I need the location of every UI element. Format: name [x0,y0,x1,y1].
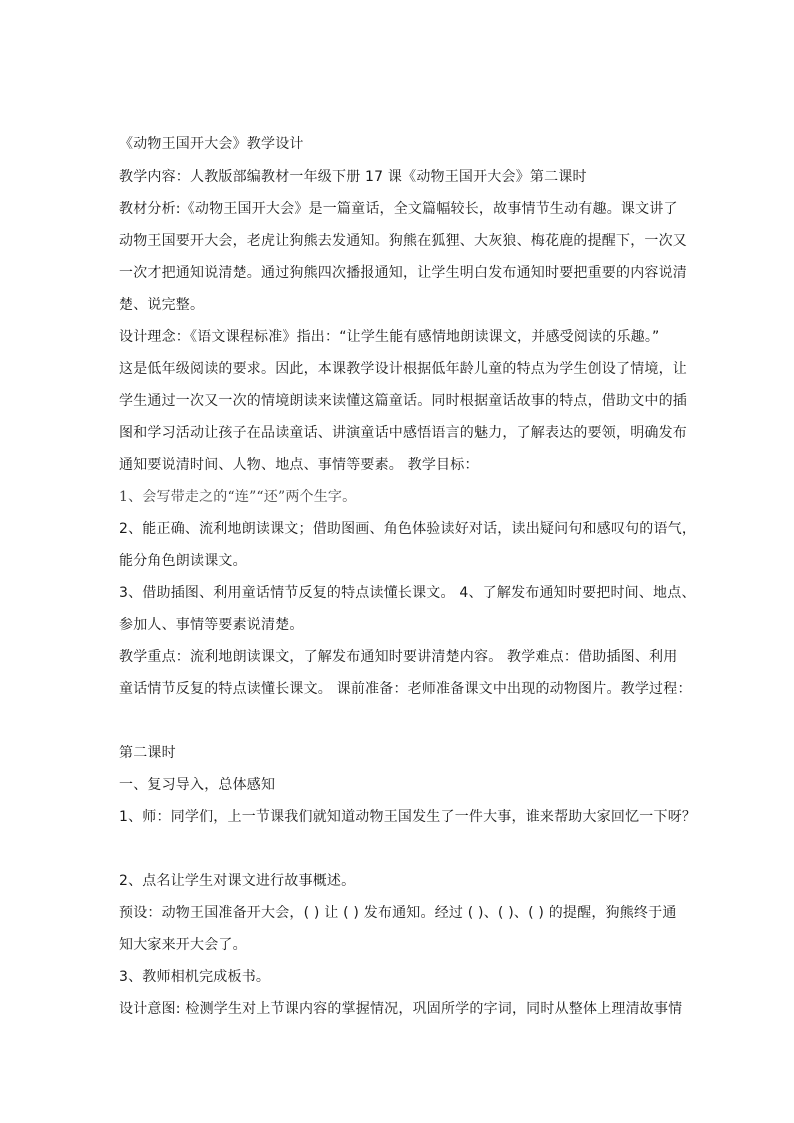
text-line: 通知要说清时间、人物、地点、事情等要素。 教学目标： [119,457,479,473]
list-item: 3、教师相机完成板书。 [119,969,271,985]
list-item: 1、师：同学们，上一节课我们就知道动物王国发生了一件大事，谁来帮助大家回忆一下呀？ [119,809,697,825]
text-line: 教学内容：人教版部编教材一年级下册 17 课《动物王国开大会》第二课时 [119,169,587,185]
section-heading: 一、复习导入，总体感知 [119,777,276,793]
text-line: 能分角色朗读课文。 [119,553,247,569]
text-line: 设计理念：《语文课程标准》指出：“让学生能有感情地朗读课文，并感受阅读的乐趣。” [119,329,660,345]
text-line: 教学重点：流利地朗读课文，了解发布通知时要讲清楚内容。 教学难点：借助插图、利用 [119,649,678,665]
text-line: 童话情节反复的特点读懂长课文。 课前准备：老师准备课文中出现的动物图片。教学过程： [119,681,692,697]
text-line: 预设：动物王国准备开大会，( ) 让 ( ) 发布通知。经过 ( )、( )、( ) 的提醒，狗熊终于通 [119,905,677,921]
text-line: 学生通过一次又一次的情境朗读来读懂这篇童话。同时根据童话故事的特点，借助文中的插 [119,393,687,409]
text-line: 教材分析:《动物王国开大会》是一篇童话，全文篇幅较长，故事情节生动有趣。课文讲了 [119,201,678,217]
list-item: 2、点名让学生对课文进行故事概述。 [119,873,356,889]
objective-item: 1、会写带走之的“连”“还”两个生字。 [119,489,357,505]
objective-item: 3、借助插图、利用童话情节反复的特点读懂长课文。 4、了解发布通知时要把时间、地点、 [119,585,696,601]
text-line: 这是低年级阅读的要求。因此，本课教学设计根据低年龄儿童的特点为学生创设了情境，让 [119,361,687,377]
objective-item: 2、能正确、流利地朗读课文；借助图画、角色体验读好对话，读出疑问句和感叹句的语气， [119,521,697,537]
section-heading: 第二课时 [119,745,176,761]
text-line: 设计意图: 检测学生对上节课内容的掌握情况，巩固所学的字词，同时从整体上理清故事情 [119,1001,683,1017]
text-line: 参加人、事情等要素说清楚。 [119,617,304,633]
text-line: 一次才把通知说清楚。通过狗熊四次播报通知，让学生明白发布通知时要把重要的内容说清 [119,265,687,281]
text-line: 楚、说完整。 [119,297,205,313]
text-line: 动物王国要开大会，老虎让狗熊去发通知。狗熊在狐狸、大灰狼、梅花鹿的提醒下，一次又 [119,233,687,249]
text-line: 图和学习活动让孩子在品读童话、讲演童话中感悟语言的魅力，了解表达的要领，明确发布 [119,425,687,441]
document-title: 《动物王国开大会》教学设计 [119,136,304,152]
text-line: 知大家来开大会了。 [119,937,247,953]
